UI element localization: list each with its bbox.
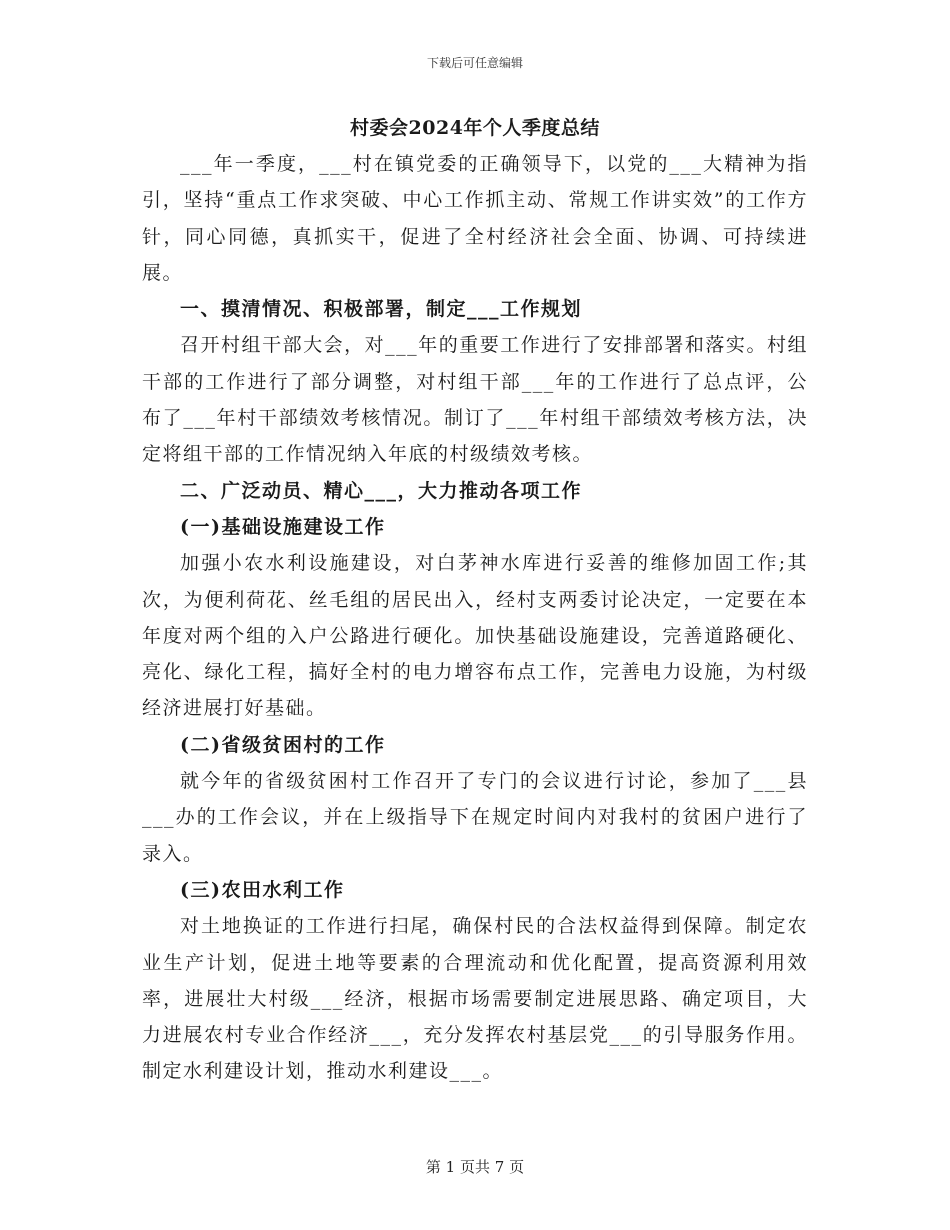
intro-paragraph: ___年一季度，___村在镇党委的正确领导下，以党的___大精神为指引，坚持“重点工作求突破、中心工作抓主动、常规工作讲实效”的工作方针，同心同德，真抓实干，促进了全村经济社会全面、协调、可持续进展。 xyxy=(142,153,808,284)
subsection-2-3-heading: (三)农田水利工作 xyxy=(180,878,345,901)
document-title: 村委会2024年个人季度总结 xyxy=(350,117,600,139)
subsection-2-2-heading: (二)省级贫困村的工作 xyxy=(180,733,386,756)
subsection-2-1-heading: (一)基础设施建设工作 xyxy=(180,515,386,538)
document-body xyxy=(142,110,808,1090)
section-1-heading: 一、摸清情况、积极部署，制定___工作规划 xyxy=(180,298,583,321)
subsection-2-2-body: 就今年的省级贫困村工作召开了专门的会议进行讨论，参加了___县___办的工作会议，并在上级指导下在规定时间内对我村的贫困户进行了录入。 xyxy=(142,770,808,865)
section-2-heading: 二、广泛动员、精心___，大力推动各项工作 xyxy=(180,479,583,502)
page-footer: 第 1 页共 7 页 xyxy=(425,1158,525,1176)
subsection-2-3-body: 对土地换证的工作进行扫尾，确保村民的合法权益得到保障。制定农业生产计划，促进土地等要素的合理流动和优化配置，提高资源利用效率，进展壮大村级___经济，根据市场需要制定进展思路、确定项目，大力进展农村专业合作经济___，充分发挥农村基层党___的引导服务作用。制定水利建设计划，推动水利建设___。 xyxy=(142,915,808,1083)
subsection-2-1-body: 加强小农水利设施建设，对白茅神水库进行妥善的维修加固工作;其次，为便利荷花、丝毛组的居民出入，经村支两委讨论决定，一定要在本年度对两个组的入户公路进行硬化。加快基础设施建设，完善道路硬化、亮化、绿化工程，搞好全村的电力增容布点工作，完善电力设施，为村级经济进展打好基础。 xyxy=(142,552,808,720)
header-note: 下载后可任意编辑 xyxy=(426,56,523,70)
section-1-body: 召开村组干部大会，对___年的重要工作进行了安排部署和落实。村组干部的工作进行了部分调整，对村组干部___年的工作进行了总点评，公布了___年村干部绩效考核情况。制订了___年村组干部绩效考核方法，决定将组干部的工作情况纳入年底的村级绩效考核。 xyxy=(142,334,808,466)
